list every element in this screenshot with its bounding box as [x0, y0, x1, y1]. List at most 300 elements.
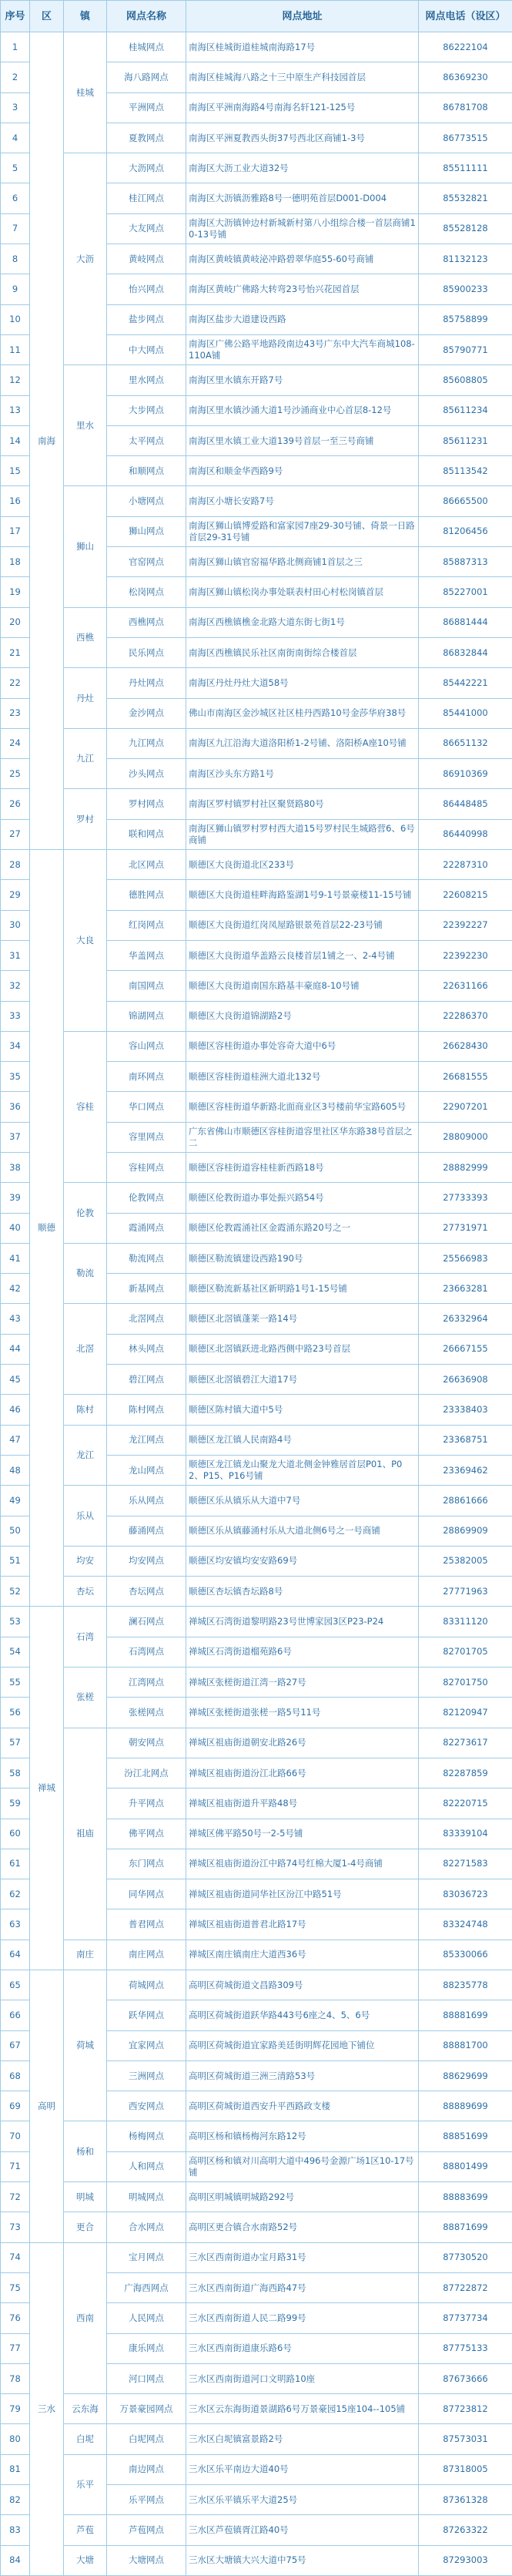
cell-branch-phone: 88851699 [419, 2121, 512, 2151]
table-row [1, 2242, 512, 2272]
cell-branch-address: 顺德区大良街道桂畔海路鉴湖1号9-1号景豪楼11-15号铺 [186, 880, 419, 910]
cell-branch-name: 伦教网点 [107, 1183, 186, 1213]
cell-index: 79 [1, 2394, 30, 2424]
cell-branch-name: 东门网点 [107, 1849, 186, 1879]
cell-index: 18 [1, 547, 30, 577]
cell-index: 78 [1, 2363, 30, 2393]
cell-index: 17 [1, 516, 30, 546]
cell-town: 祖庙 [64, 1728, 107, 1940]
cell-branch-phone: 82271583 [419, 1849, 512, 1879]
cell-branch-name: 民乐网点 [107, 637, 186, 667]
cell-town: 杨和 [64, 2121, 107, 2182]
cell-branch-phone: 85442221 [419, 668, 512, 698]
table-row [1, 1183, 512, 1213]
cell-branch-name: 大友网点 [107, 213, 186, 243]
cell-branch-name: 锦湖网点 [107, 1001, 186, 1031]
cell-district: 顺德 [30, 850, 64, 1607]
cell-town: 大沥 [64, 153, 107, 365]
cell-branch-phone: 26332964 [419, 1304, 512, 1334]
cell-branch-name: 中大网点 [107, 334, 186, 364]
cell-branch-phone: 88881699 [419, 2000, 512, 2030]
cell-branch-name: 红岗网点 [107, 910, 186, 940]
cell-index: 84 [1, 2545, 30, 2575]
cell-branch-phone: 86440998 [419, 819, 512, 849]
cell-index: 82 [1, 2485, 30, 2515]
cell-branch-phone: 87722872 [419, 2272, 512, 2302]
cell-branch-name: 新基网点 [107, 1274, 186, 1304]
cell-branch-phone: 28809000 [419, 1122, 512, 1152]
cell-branch-address: 南海区大沥镇沥雅路8号一德明苑首层D001-D004 [186, 183, 419, 213]
cell-index: 30 [1, 910, 30, 940]
cell-branch-name: 和顺网点 [107, 456, 186, 486]
cell-branch-phone: 85113542 [419, 456, 512, 486]
cell-town: 大良 [64, 850, 107, 1032]
cell-branch-name: 江湾网点 [107, 1668, 186, 1698]
cell-branch-phone: 22287310 [419, 850, 512, 880]
cell-branch-name: 芦苞网点 [107, 2515, 186, 2545]
cell-branch-address: 顺德区杏坛镇杏坛路8号 [186, 1577, 419, 1607]
cell-branch-phone: 25566983 [419, 1243, 512, 1273]
cell-index: 65 [1, 1970, 30, 2000]
cell-branch-phone: 86651132 [419, 728, 512, 758]
cell-branch-address: 禅城区祖庙街道汾江北路66号 [186, 1758, 419, 1788]
cell-branch-address: 南海区黄岐镇黄岐泌冲路碧翠华庭55-60号商铺 [186, 244, 419, 274]
cell-branch-address: 三水区西南街道康乐路6号 [186, 2333, 419, 2363]
cell-branch-phone: 85900233 [419, 274, 512, 304]
cell-district: 三水 [30, 2242, 64, 2575]
cell-branch-name: 石湾网点 [107, 1637, 186, 1667]
cell-branch-address: 南海区平洲夏教西头街37号西北区商铺1-3号 [186, 123, 419, 153]
cell-branch-name: 容山网点 [107, 1031, 186, 1061]
cell-branch-address: 顺德区龙江镇人民南路4号 [186, 1425, 419, 1455]
cell-branch-address: 三水区西南街道广海西路47号 [186, 2272, 419, 2302]
cell-index: 72 [1, 2182, 30, 2212]
cell-branch-address: 顺德区容桂街道桂洲大道北132号 [186, 1062, 419, 1092]
cell-branch-address: 南海区大沥工业大道32号 [186, 153, 419, 183]
cell-branch-name: 合水网点 [107, 2212, 186, 2242]
cell-index: 59 [1, 1788, 30, 1819]
cell-branch-phone: 28861666 [419, 1486, 512, 1516]
cell-branch-phone: 88801499 [419, 2151, 512, 2181]
cell-branch-name: 同华网点 [107, 1879, 186, 1909]
table-row [1, 365, 512, 395]
cell-branch-address: 南海区盐步大道建设西路 [186, 304, 419, 334]
cell-branch-phone: 87737734 [419, 2303, 512, 2333]
table-row [1, 2212, 512, 2242]
cell-branch-phone: 85611231 [419, 425, 512, 455]
cell-branch-name: 平洲网点 [107, 92, 186, 123]
cell-town: 伦教 [64, 1183, 107, 1244]
cell-index: 56 [1, 1698, 30, 1728]
cell-branch-address: 顺德区容桂街道容桂桂新西路18号 [186, 1152, 419, 1182]
cell-index: 50 [1, 1516, 30, 1546]
cell-branch-name: 夏教网点 [107, 123, 186, 153]
cell-branch-phone: 85532821 [419, 183, 512, 213]
cell-town: 桂城 [64, 32, 107, 153]
cell-branch-phone: 85611234 [419, 395, 512, 425]
cell-town: 里水 [64, 365, 107, 486]
cell-branch-phone: 81132123 [419, 244, 512, 274]
cell-index: 37 [1, 1122, 30, 1152]
cell-branch-address: 顺德区大良街道华盖路云良楼首层1铺之一、2-4号铺 [186, 940, 419, 970]
cell-branch-name: 太平网点 [107, 425, 186, 455]
cell-branch-phone: 87318005 [419, 2454, 512, 2484]
cell-index: 28 [1, 850, 30, 880]
cell-branch-phone: 26636908 [419, 1365, 512, 1395]
cell-index: 4 [1, 123, 30, 153]
cell-branch-address: 禅城区石湾街道榴苑路6号 [186, 1637, 419, 1667]
cell-branch-phone: 86222104 [419, 32, 512, 62]
cell-branch-address: 三水区西南街道人民二路99号 [186, 2303, 419, 2333]
cell-branch-phone: 22392227 [419, 910, 512, 940]
cell-index: 70 [1, 2121, 30, 2151]
cell-index: 61 [1, 1849, 30, 1879]
cell-branch-name: 广海西网点 [107, 2272, 186, 2302]
cell-branch-phone: 85758899 [419, 304, 512, 334]
cell-branch-address: 禅城区祖庙街道同华社区汾江中路51号 [186, 1879, 419, 1909]
cell-branch-phone: 88889699 [419, 2091, 512, 2121]
cell-branch-name: 南边网点 [107, 2454, 186, 2484]
table-row [1, 1577, 512, 1607]
cell-branch-address: 禅城区石湾街道黎明路23号世博家园3区P23-P24 [186, 1607, 419, 1637]
cell-index: 41 [1, 1243, 30, 1273]
cell-branch-name: 升平网点 [107, 1788, 186, 1819]
cell-index: 24 [1, 728, 30, 758]
cell-branch-address: 南海区西樵镇樵金北路大道东街七街1号 [186, 607, 419, 637]
header-branch-address: 网点地址 [186, 1, 419, 32]
cell-town: 杏坛 [64, 1577, 107, 1607]
cell-district: 高明 [30, 1970, 64, 2243]
cell-branch-phone: 82701705 [419, 1637, 512, 1667]
cell-branch-address: 顺德区陈村镇大道中5号 [186, 1395, 419, 1425]
cell-index: 21 [1, 637, 30, 667]
cell-branch-name: 里水网点 [107, 365, 186, 395]
cell-branch-phone: 88883699 [419, 2182, 512, 2212]
cell-index: 3 [1, 92, 30, 123]
cell-branch-name: 华盖网点 [107, 940, 186, 970]
cell-branch-address: 南海区九江沿海大道洛阳桥1-2号铺、洛阳桥A座10号铺 [186, 728, 419, 758]
cell-branch-name: 乐平网点 [107, 2485, 186, 2515]
cell-branch-name: 黄岐网点 [107, 244, 186, 274]
cell-index: 74 [1, 2242, 30, 2272]
cell-branch-phone: 87673666 [419, 2363, 512, 2393]
cell-branch-address: 高明区明城镇明城路292号 [186, 2182, 419, 2212]
table-row [1, 153, 512, 183]
header-branch-name: 网点名称 [107, 1, 186, 32]
cell-branch-phone: 23368751 [419, 1425, 512, 1455]
table-row [1, 1607, 512, 1637]
cell-branch-phone: 22286370 [419, 1001, 512, 1031]
cell-branch-name: 海八路网点 [107, 62, 186, 92]
cell-index: 35 [1, 1062, 30, 1092]
cell-branch-address: 南海区黄岐广佛路大转弯23号怡兴花园首层 [186, 274, 419, 304]
cell-branch-name: 杏坛网点 [107, 1577, 186, 1607]
cell-branch-name: 白坭网点 [107, 2424, 186, 2454]
cell-branch-phone: 23663281 [419, 1274, 512, 1304]
cell-branch-phone: 88881700 [419, 2030, 512, 2060]
cell-branch-address: 顺德区勒流新基社区新明路1号1-15号铺 [186, 1274, 419, 1304]
cell-town: 九江 [64, 728, 107, 789]
cell-branch-name: 大沥网点 [107, 153, 186, 183]
cell-index: 47 [1, 1425, 30, 1455]
cell-branch-phone: 26628430 [419, 1031, 512, 1061]
cell-index: 51 [1, 1546, 30, 1576]
cell-branch-address: 高明区荷城街道跃华路443号6座之4、5、6号 [186, 2000, 419, 2030]
cell-branch-phone: 27733393 [419, 1183, 512, 1213]
cell-branch-phone: 23338403 [419, 1395, 512, 1425]
cell-town: 均安 [64, 1546, 107, 1576]
cell-branch-phone: 26667155 [419, 1334, 512, 1364]
cell-branch-address: 顺德区大良街道红岗凤屋路银景苑首层22-23号铺 [186, 910, 419, 940]
cell-branch-name: 人和网点 [107, 2151, 186, 2181]
cell-branch-name: 人民网点 [107, 2303, 186, 2333]
cell-town: 石湾 [64, 1607, 107, 1668]
table-row [1, 607, 512, 637]
cell-branch-address: 顺德区大良街道锦湖路2号 [186, 1001, 419, 1031]
cell-index: 15 [1, 456, 30, 486]
cell-index: 45 [1, 1365, 30, 1395]
cell-branch-phone: 26681555 [419, 1062, 512, 1092]
cell-branch-address: 佛山市南海区金沙城区社区桂丹西路10号金莎华府38号 [186, 698, 419, 728]
cell-index: 36 [1, 1092, 30, 1122]
cell-branch-name: 宝月网点 [107, 2242, 186, 2272]
cell-branch-address: 南海区狮山镇博爱路和富家园7座29-30号铺、倚景一日路首层29-31号铺 [186, 516, 419, 546]
cell-branch-phone: 23369462 [419, 1455, 512, 1485]
cell-branch-phone: 87730520 [419, 2242, 512, 2272]
cell-index: 80 [1, 2424, 30, 2454]
cell-branch-name: 普君网点 [107, 1909, 186, 1940]
cell-branch-address: 三水区西南街道河口文明路10座 [186, 2363, 419, 2393]
table-row [1, 2545, 512, 2575]
cell-index: 66 [1, 2000, 30, 2030]
cell-branch-name: 南庄网点 [107, 1940, 186, 1970]
cell-branch-address: 禅城区祖庙街道朝安北路26号 [186, 1728, 419, 1758]
cell-branch-address: 三水区西南街道办宝月路31号 [186, 2242, 419, 2272]
cell-branch-name: 万景豪园网点 [107, 2394, 186, 2424]
cell-index: 34 [1, 1031, 30, 1061]
cell-index: 7 [1, 213, 30, 243]
cell-town: 罗村 [64, 789, 107, 850]
table-row [1, 1728, 512, 1758]
cell-town: 大塘 [64, 2545, 107, 2575]
header-town: 镇 [64, 1, 107, 32]
cell-branch-phone: 27771963 [419, 1577, 512, 1607]
cell-index: 19 [1, 577, 30, 607]
cell-branch-phone: 25382005 [419, 1546, 512, 1576]
cell-branch-name: 勒流网点 [107, 1243, 186, 1273]
cell-branch-address: 南海区沙头东方路1号 [186, 759, 419, 789]
cell-index: 5 [1, 153, 30, 183]
cell-branch-name: 容桂网点 [107, 1152, 186, 1182]
table-row [1, 1668, 512, 1698]
cell-branch-phone: 86832844 [419, 637, 512, 667]
cell-branch-phone: 83311120 [419, 1607, 512, 1637]
cell-index: 73 [1, 2212, 30, 2242]
cell-district: 禅城 [30, 1607, 64, 1970]
cell-branch-name: 华口网点 [107, 1092, 186, 1122]
cell-index: 67 [1, 2030, 30, 2060]
cell-branch-address: 顺德区北滘镇蓬莱一路14号 [186, 1304, 419, 1334]
cell-branch-name: 南国网点 [107, 971, 186, 1001]
cell-branch-phone: 86781708 [419, 92, 512, 123]
cell-branch-name: 跃华网点 [107, 2000, 186, 2030]
cell-branch-phone: 22631166 [419, 971, 512, 1001]
cell-branch-address: 高明区荷城街道三洲三清路53号 [186, 2060, 419, 2091]
table-row [1, 1425, 512, 1455]
cell-index: 32 [1, 971, 30, 1001]
cell-index: 48 [1, 1455, 30, 1485]
cell-branch-name: 张槎网点 [107, 1698, 186, 1728]
header-branch-phone: 网点电话（设区） [419, 1, 512, 32]
cell-branch-address: 三水区乐平镇乐平大道25号 [186, 2485, 419, 2515]
table-row [1, 2394, 512, 2424]
cell-branch-address: 顺德区大良街道北区233号 [186, 850, 419, 880]
cell-branch-name: 联和网点 [107, 819, 186, 849]
cell-index: 69 [1, 2091, 30, 2121]
cell-branch-address: 高明区荷城街道文昌路309号 [186, 1970, 419, 2000]
cell-branch-phone: 85511111 [419, 153, 512, 183]
cell-branch-name: 沙头网点 [107, 759, 186, 789]
table-row [1, 850, 512, 880]
cell-branch-name: 龙山网点 [107, 1455, 186, 1485]
cell-index: 75 [1, 2272, 30, 2302]
cell-town: 明城 [64, 2182, 107, 2212]
cell-branch-address: 南海区和顺金华西路9号 [186, 456, 419, 486]
cell-branch-name: 林头网点 [107, 1334, 186, 1364]
cell-index: 71 [1, 2151, 30, 2181]
cell-branch-name: 朝安网点 [107, 1728, 186, 1758]
table-row [1, 2515, 512, 2545]
cell-index: 53 [1, 1607, 30, 1637]
cell-branch-name: 德胜网点 [107, 880, 186, 910]
cell-branch-name: 大塘网点 [107, 2545, 186, 2575]
cell-town: 南庄 [64, 1940, 107, 1970]
cell-branch-name: 藤涌网点 [107, 1516, 186, 1546]
cell-branch-phone: 86369230 [419, 62, 512, 92]
cell-town: 西南 [64, 2242, 107, 2393]
cell-index: 42 [1, 1274, 30, 1304]
table-row [1, 1304, 512, 1334]
cell-index: 11 [1, 334, 30, 364]
cell-branch-address: 南海区里水镇东开路7号 [186, 365, 419, 395]
cell-index: 76 [1, 2303, 30, 2333]
header-index: 序号 [1, 1, 30, 32]
cell-branch-name: 康乐网点 [107, 2333, 186, 2363]
cell-branch-address: 顺德区乐从镇藤涌村乐从大道北侧6号之一号商铺 [186, 1516, 419, 1546]
cell-town: 乐从 [64, 1486, 107, 1547]
cell-index: 63 [1, 1909, 30, 1940]
cell-branch-name: 北滘网点 [107, 1304, 186, 1334]
cell-branch-phone: 83036723 [419, 1879, 512, 1909]
cell-branch-address: 顺德区均安镇均安安路69号 [186, 1546, 419, 1576]
cell-branch-name: 汾江北网点 [107, 1758, 186, 1788]
cell-index: 57 [1, 1728, 30, 1758]
cell-index: 23 [1, 698, 30, 728]
table-row [1, 1546, 512, 1576]
cell-index: 13 [1, 395, 30, 425]
cell-branch-name: 南环网点 [107, 1062, 186, 1092]
table-body [1, 32, 512, 2576]
cell-branch-name: 河口网点 [107, 2363, 186, 2393]
cell-branch-phone: 86910369 [419, 759, 512, 789]
cell-branch-address: 高明区杨和镇杨梅河东路12号 [186, 2121, 419, 2151]
cell-branch-name: 荷城网点 [107, 1970, 186, 2000]
cell-town: 西樵 [64, 607, 107, 668]
table-row [1, 728, 512, 758]
cell-branch-address: 禅城区张槎街道张槎一路5号11号 [186, 1698, 419, 1728]
cell-branch-name: 桂江网点 [107, 183, 186, 213]
cell-branch-address: 顺德区大良街道南国东路基丰豪庭8-10号铺 [186, 971, 419, 1001]
cell-branch-address: 顺德区乐从镇乐从大道中7号 [186, 1486, 419, 1516]
cell-branch-address: 南海区桂城街道桂城南海路17号 [186, 32, 419, 62]
cell-branch-phone: 28869909 [419, 1516, 512, 1546]
cell-branch-address: 广东省佛山市顺德区容桂街道容里社区华东路38号首层之二 [186, 1122, 419, 1152]
cell-branch-name: 桂城网点 [107, 32, 186, 62]
cell-branch-phone: 82220715 [419, 1788, 512, 1819]
cell-index: 26 [1, 789, 30, 819]
cell-branch-address: 禅城区祖庙街道普君北路17号 [186, 1909, 419, 1940]
cell-branch-address: 南海区狮山镇官窑福华路北侧商铺1首层之三 [186, 547, 419, 577]
cell-branch-phone: 88629699 [419, 2060, 512, 2091]
cell-index: 58 [1, 1758, 30, 1788]
cell-index: 38 [1, 1152, 30, 1182]
cell-branch-address: 顺德区北滘镇跃进北路西侧中路23号首层 [186, 1334, 419, 1364]
cell-index: 29 [1, 880, 30, 910]
table-row [1, 486, 512, 516]
cell-branch-phone: 28882999 [419, 1152, 512, 1182]
cell-town: 容桂 [64, 1031, 107, 1182]
cell-index: 40 [1, 1213, 30, 1243]
table-row [1, 1243, 512, 1273]
cell-branch-phone: 81206456 [419, 516, 512, 546]
cell-branch-phone: 85441000 [419, 698, 512, 728]
cell-branch-name: 怡兴网点 [107, 274, 186, 304]
cell-town: 云东海 [64, 2394, 107, 2424]
cell-branch-address: 高明区荷城街道西安升平西路政支楼 [186, 2091, 419, 2121]
cell-branch-phone: 85227001 [419, 577, 512, 607]
cell-town: 张槎 [64, 1668, 107, 1728]
cell-branch-name: 霞涌网点 [107, 1213, 186, 1243]
cell-branch-name: 小塘网点 [107, 486, 186, 516]
cell-branch-address: 高明区杨和镇对川高明大道中496号金源广场1区10-17号铺 [186, 2151, 419, 2181]
cell-branch-phone: 22907201 [419, 1092, 512, 1122]
cell-index: 81 [1, 2454, 30, 2484]
cell-branch-phone: 85528128 [419, 213, 512, 243]
cell-index: 14 [1, 425, 30, 455]
cell-town: 陈村 [64, 1395, 107, 1425]
cell-branch-name: 官窑网点 [107, 547, 186, 577]
table-row [1, 32, 512, 62]
cell-index: 9 [1, 274, 30, 304]
cell-branch-address: 顺德区伦教霞涌社区金霞涌东路20号之一 [186, 1213, 419, 1243]
cell-branch-name: 碧江网点 [107, 1365, 186, 1395]
cell-district: 南海 [30, 32, 64, 850]
cell-branch-address: 顺德区伦教街道办事处振兴路54号 [186, 1183, 419, 1213]
cell-branch-phone: 88235778 [419, 1970, 512, 2000]
cell-branch-address: 南海区狮山镇罗村罗村西大道15号罗村民生城路营6、6号商铺 [186, 819, 419, 849]
cell-branch-name: 杨梅网点 [107, 2121, 186, 2151]
cell-index: 8 [1, 244, 30, 274]
cell-branch-phone: 22392230 [419, 940, 512, 970]
cell-branch-name: 金沙网点 [107, 698, 186, 728]
cell-index: 10 [1, 304, 30, 334]
cell-index: 6 [1, 183, 30, 213]
cell-branch-address: 禅城区南庄镇南庄大道西36号 [186, 1940, 419, 1970]
cell-town: 芦苞 [64, 2515, 107, 2545]
cell-index: 20 [1, 607, 30, 637]
cell-branch-address: 南海区小塘长安路7号 [186, 486, 419, 516]
cell-branch-address: 禅城区祖庙街道升平路48号 [186, 1788, 419, 1819]
